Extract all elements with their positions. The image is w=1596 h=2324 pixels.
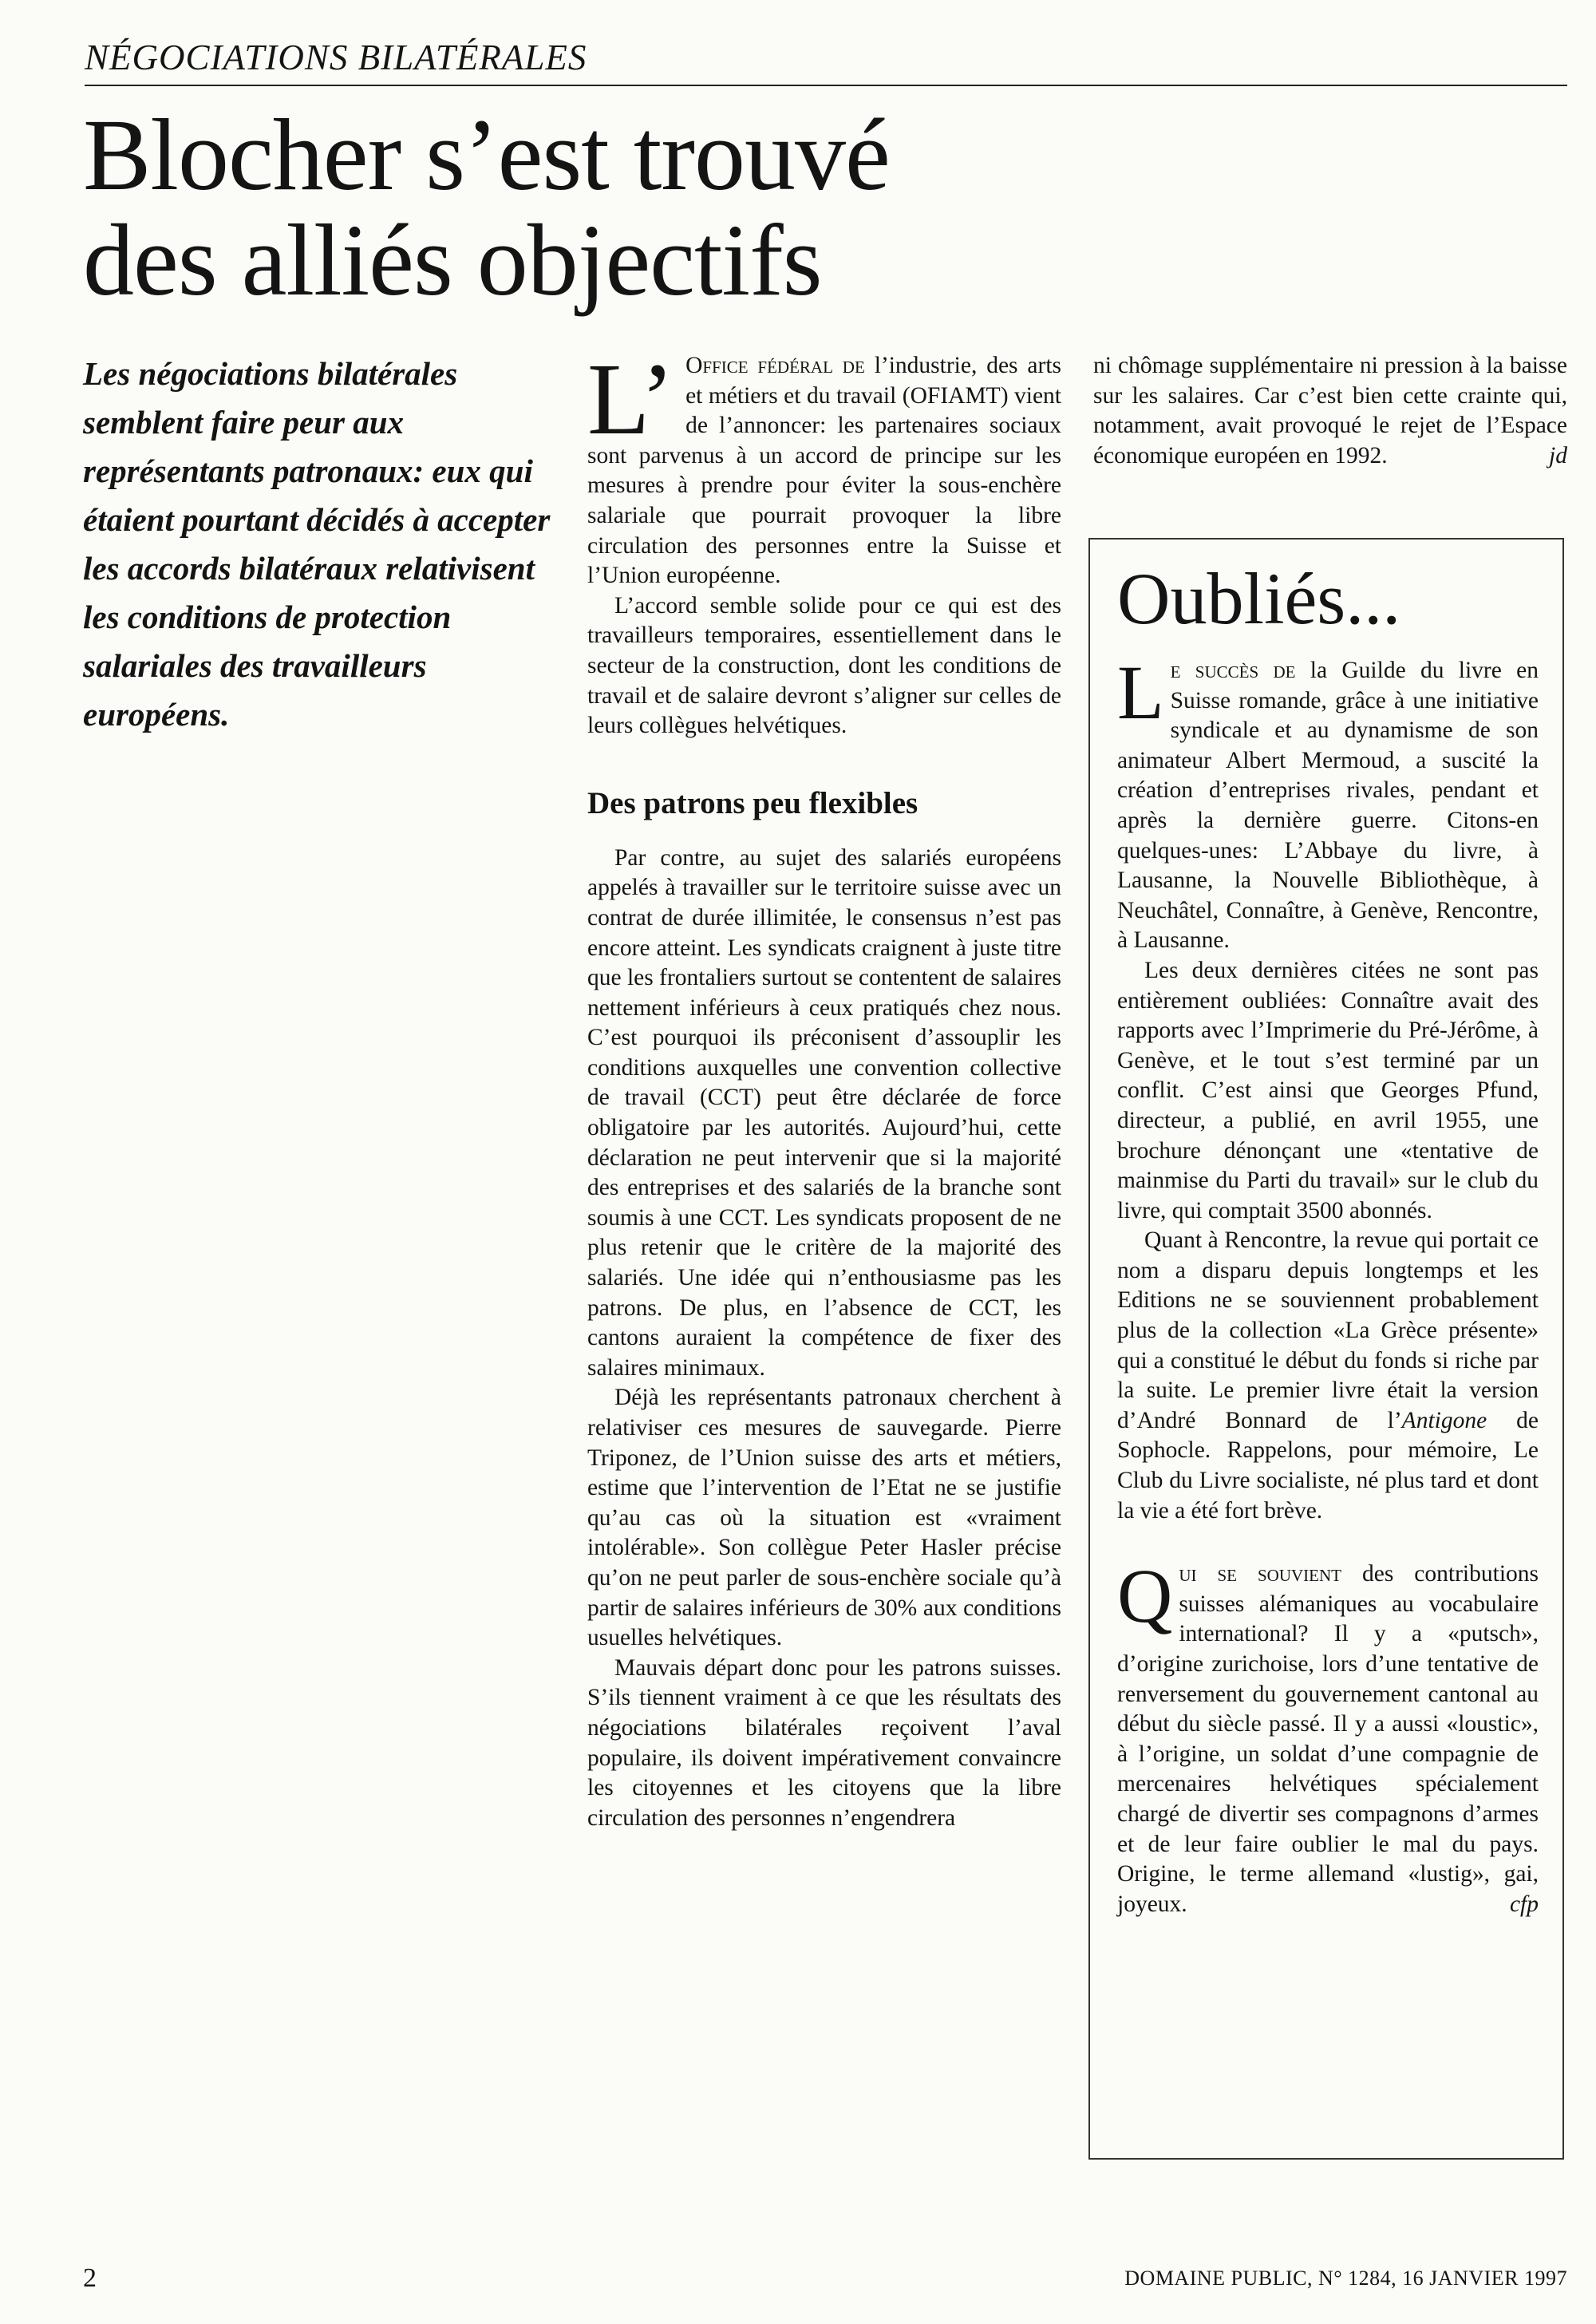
article-paragraph-5: Mauvais départ donc pour les patrons suisses. S’ils tiennent vraiment à ce que les résultats des négociations bilatérales reçoivent l’aval populaire, ils doivent impérativement convaincre les citoyennes et les citoyens que la libre circulation des personnes n’engendrera [587,1654,1061,1831]
article-subheading: Des patrons peu flexibles [587,785,918,820]
headline-line-1: Blocher s’est trouvé [83,98,890,211]
box-section-gap [1117,1526,1539,1559]
article-paragraph-3: Par contre, au sujet des salariés européens appelés à travailler sur le territoire suisse avec un contrat de durée illimitée, le consensus n’est pas encore atteint. Les syndicats craignent à juste titre que les frontaliers surtout se contentent de salaires nettement inférieurs à ceux pratiqués chez nous. C’est pourquoi ils préconisent d’assouplir les conditions auxquelles une convention collective de travail (CCT) peut être déclarée de force obligatoire par les autorités. Aujourd’hui, cette déclaration ne peut intervenir que si la majorité des entreprises et des salariés de la branche sont soumis à une CCT. Les syndicats proposent de ne plus retenir que le critère de la majorité des salariés. Une idée qui n’enthousiasme pas les patrons. De plus, en l’absence de CCT, les cantons auraient la compétence de fixer des salaires minimaux. [587,844,1061,1381]
box-smallcaps-2: ui se souvient [1179,1561,1341,1587]
box-dropcap-2: Q [1117,1553,1173,1639]
dropcap: L’ [587,342,675,456]
box-signature: cfp [1509,1891,1539,1917]
box-section-1-paragraph-2: Les deux dernières citées ne sont pas entièrement oubliées: Connaître avait des rapports avec l’Imprimerie du Pré-Jérôme, à Genève, et le tout s’est terminé par un conflit. C’est ainsi que Georges Pfund, directeur, a publié, en avril 1955, une brochure dénonçant une «tentative de mainmise du Parti du travail» sur le club du livre, qui comptait 3500 abonnés. [1117,957,1539,1223]
box-body [1117,650,1539,1919]
box-section-2-text: des contributions suisses alémaniques au vocabulaire international? Il y a «putsch», d’origine zurichoise, lors d’une tentative de renversement du gouvernement cantonal au début du siècle passé. Il y a aussi «loustic», à l’origine, un soldat d’une compagnie de mercenaires helvétiques spécialement chargé de divertir ses compagnons d’armes et de leur faire oublier le mal du pays. Origine, le terme allemand «lustig», gai, joyeux. [1117,1561,1539,1917]
publication-footer: DOMAINE PUBLIC, N° 1284, 16 JANVIER 1997 [1124,2267,1567,2290]
box-section-2-paragraph [1117,1553,1539,1919]
article-paragraph-5-continued [1093,351,1567,471]
lede: Les négociations bilatérales semblent faire peur aux représentants patronaux: eux qui étaient pourtant décidés à accepter les accords bilatéraux relativisent les conditions de protection salariales des travailleurs européens. [83,355,551,733]
article-signature: jd [1549,442,1567,468]
box-section-1-paragraph-3 [1117,1226,1539,1526]
article-paragraph-1 [587,342,1061,591]
article-paragraph-5-cont-text: ni chômage supplémentaire ni pression à la baisse sur les salaires. Car c’est bien cette crainte qui, notamment, avait provoqué le rejet de l’Espace économique européen en 1992. [1093,353,1567,468]
box-dropcap-1: L [1117,650,1164,735]
article-column-main [587,342,1061,1833]
opening-smallcaps: Office fédéral de [685,353,865,378]
box-section-1-p3-text-a: Quant à Rencontre, la revue qui portait ce nom a disparu depuis longtemps et les Editions ne se souviennent probablement plus de la collection «La Grèce présente» qui a constitué le début du fonds si riche par la suite. Le premier livre était la version d’André Bonnard de l’ [1117,1227,1539,1433]
page-number: 2 [83,2263,97,2293]
article-column-continuation [1093,351,1567,471]
headline [83,98,1120,317]
box-section-1-paragraph-1 [1117,650,1539,956]
section-rubric: NÉGOCIATIONS BILATÉRALES [85,35,1567,86]
article-paragraph-1-text: l’industrie, des arts et métiers et du travail (OFIAMT) vient de l’annoncer: les partenaires sociaux sont parvenus à un accord de principe sur les mesures à prendre pour éviter la sous-enchère salariale que pourrait provoquer la libre circulation des personnes entre la Suisse et l’Union européenne. [587,353,1061,589]
box-section-1-p3-text-b: de Sophocle. Rappelons, pour mémoire, Le Club du Livre socialiste, né plus tard et dont la vie a été fort brève. [1117,1407,1539,1524]
sidebar-box-oublies [1088,538,1564,2160]
box-section-1-p1-text: la Guilde du livre en Suisse romande, grâce à une initiative syndicale et au dynamisme de son animateur Albert Mermoud, a suscité la création d’entreprises rivales, pendant et après la dernière guerre. Citons-en quelques-unes: L’Abbaye du livre, à Lausanne, la Nouvelle Bibliothèque, à Neuchâtel, Connaître, à Genève, Rencontre, à Lausanne. [1117,658,1539,954]
article-paragraph-4: Déjà les représentants patronaux cherchent à relativiser ces mesures de sauvegarde. Pierre Triponez, de l’Union suisse des arts et métiers, estime que l’intervention de l’Etat ne se justifie qu’au cas où la situation est «vraiment intolérable». Son collègue Peter Hasler précise qu’on ne peut parler de sous-enchère sociale qu’à partir de salaires inférieurs de 30% aux conditions usuelles helvétiques. [587,1385,1061,1651]
box-title: Oubliés... [1117,558,1401,639]
box-smallcaps-1: e succès de [1170,658,1296,683]
headline-line-2: des alliés objectifs [83,204,822,317]
box-section-1-p3-italic: Antigone [1401,1407,1487,1433]
article-paragraph-2: L’accord semble solide pour ce qui est des travailleurs temporaires, essentiellement dans le secteur de la construction, dont les conditions de travail et de salaire devront s’aligner sur celles de leurs collègues helvétiques. [587,592,1061,739]
